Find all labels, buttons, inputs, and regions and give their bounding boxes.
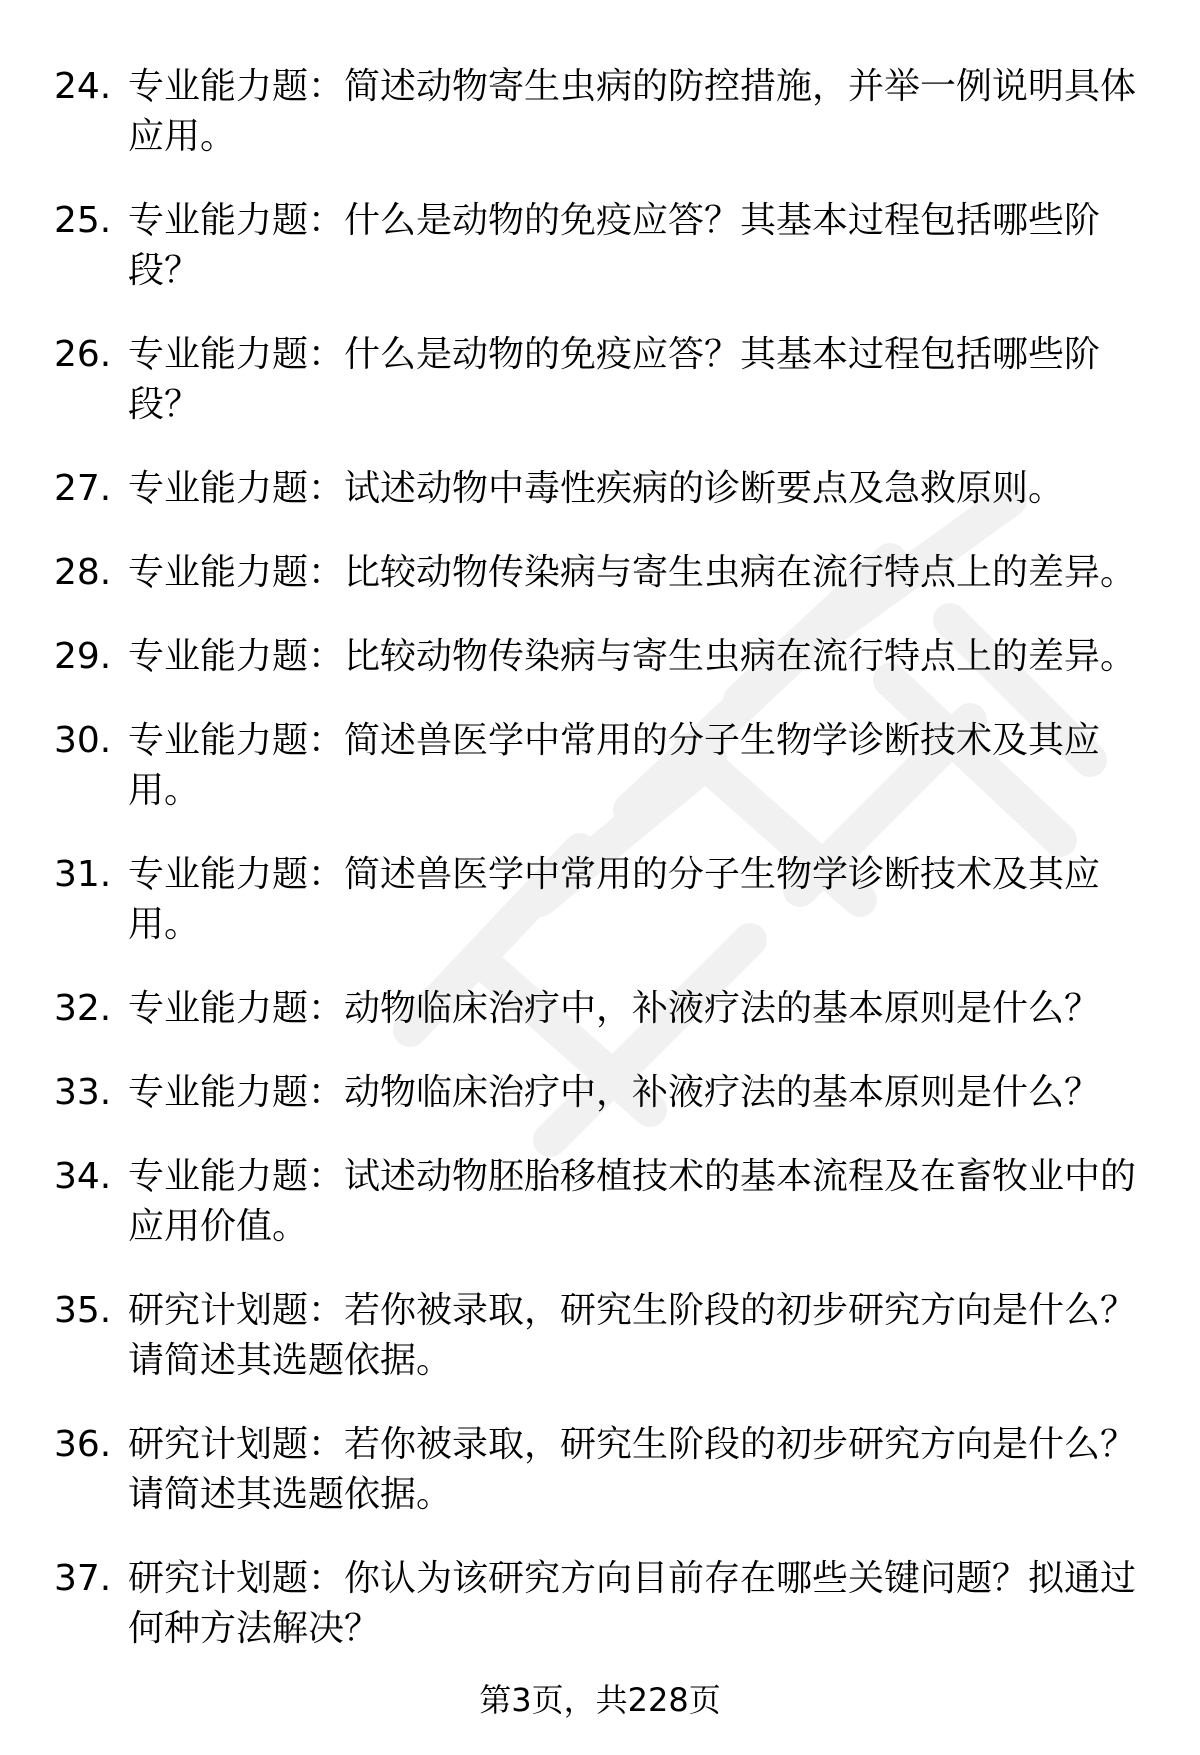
question-number: 28. (54, 552, 112, 593)
question-item (54, 632, 1144, 682)
question-text: 专业能力题：什么是动物的免疫应答？其基本过程包括哪些阶段？ (128, 334, 1101, 425)
question-number: 25. (54, 200, 112, 241)
question-number: 35. (54, 1290, 112, 1331)
question-number: 37. (54, 1558, 112, 1599)
question-number: 31. (54, 854, 112, 895)
question-number: 24. (54, 66, 112, 107)
question-number: 33. (54, 1072, 112, 1113)
question-list (54, 62, 1144, 1688)
question-text: 研究计划题：你认为该研究方向目前存在哪些关键问题？拟通过何种方法解决？ (128, 1558, 1137, 1649)
question-text: 专业能力题：动物临床治疗中，补液疗法的基本原则是什么？ (128, 1072, 1101, 1113)
question-number: 36. (54, 1424, 112, 1465)
question-number: 34. (54, 1156, 112, 1197)
question-item (54, 464, 1144, 514)
question-text: 研究计划题：若你被录取，研究生阶段的初步研究方向是什么？请简述其选题依据。 (128, 1424, 1137, 1515)
question-item (54, 330, 1144, 430)
question-text: 专业能力题：什么是动物的免疫应答？其基本过程包括哪些阶段？ (128, 200, 1101, 291)
question-number: 30. (54, 720, 112, 761)
question-item (54, 196, 1144, 296)
question-number: 27. (54, 468, 112, 509)
question-item (54, 1152, 1144, 1252)
question-item (54, 1420, 1144, 1520)
question-text: 专业能力题：比较动物传染病与寄生虫病在流行特点上的差异。 (128, 552, 1137, 593)
question-number: 29. (54, 636, 112, 677)
question-item (54, 984, 1144, 1034)
question-text: 专业能力题：试述动物中毒性疾病的诊断要点及急救原则。 (128, 468, 1065, 509)
question-text: 专业能力题：简述兽医学中常用的分子生物学诊断技术及其应用。 (128, 720, 1101, 811)
question-item (54, 1068, 1144, 1118)
question-text: 专业能力题：试述动物胚胎移植技术的基本流程及在畜牧业中的应用价值。 (128, 1156, 1137, 1247)
question-text: 研究计划题：若你被录取，研究生阶段的初步研究方向是什么？请简述其选题依据。 (128, 1290, 1137, 1381)
question-text: 专业能力题：动物临床治疗中，补液疗法的基本原则是什么？ (128, 988, 1101, 1029)
question-item (54, 716, 1144, 816)
question-text: 专业能力题：简述兽医学中常用的分子生物学诊断技术及其应用。 (128, 854, 1101, 945)
question-number: 26. (54, 334, 112, 375)
question-text: 专业能力题：简述动物寄生虫病的防控措施，并举一例说明具体应用。 (128, 66, 1137, 157)
question-item (54, 850, 1144, 950)
question-text: 专业能力题：比较动物传染病与寄生虫病在流行特点上的差异。 (128, 636, 1137, 677)
question-item (54, 1286, 1144, 1386)
question-item (54, 62, 1144, 162)
question-number: 32. (54, 988, 112, 1029)
page-footer: 第3页，共228页 (479, 1681, 721, 1719)
question-item (54, 548, 1144, 598)
question-item (54, 1554, 1144, 1654)
